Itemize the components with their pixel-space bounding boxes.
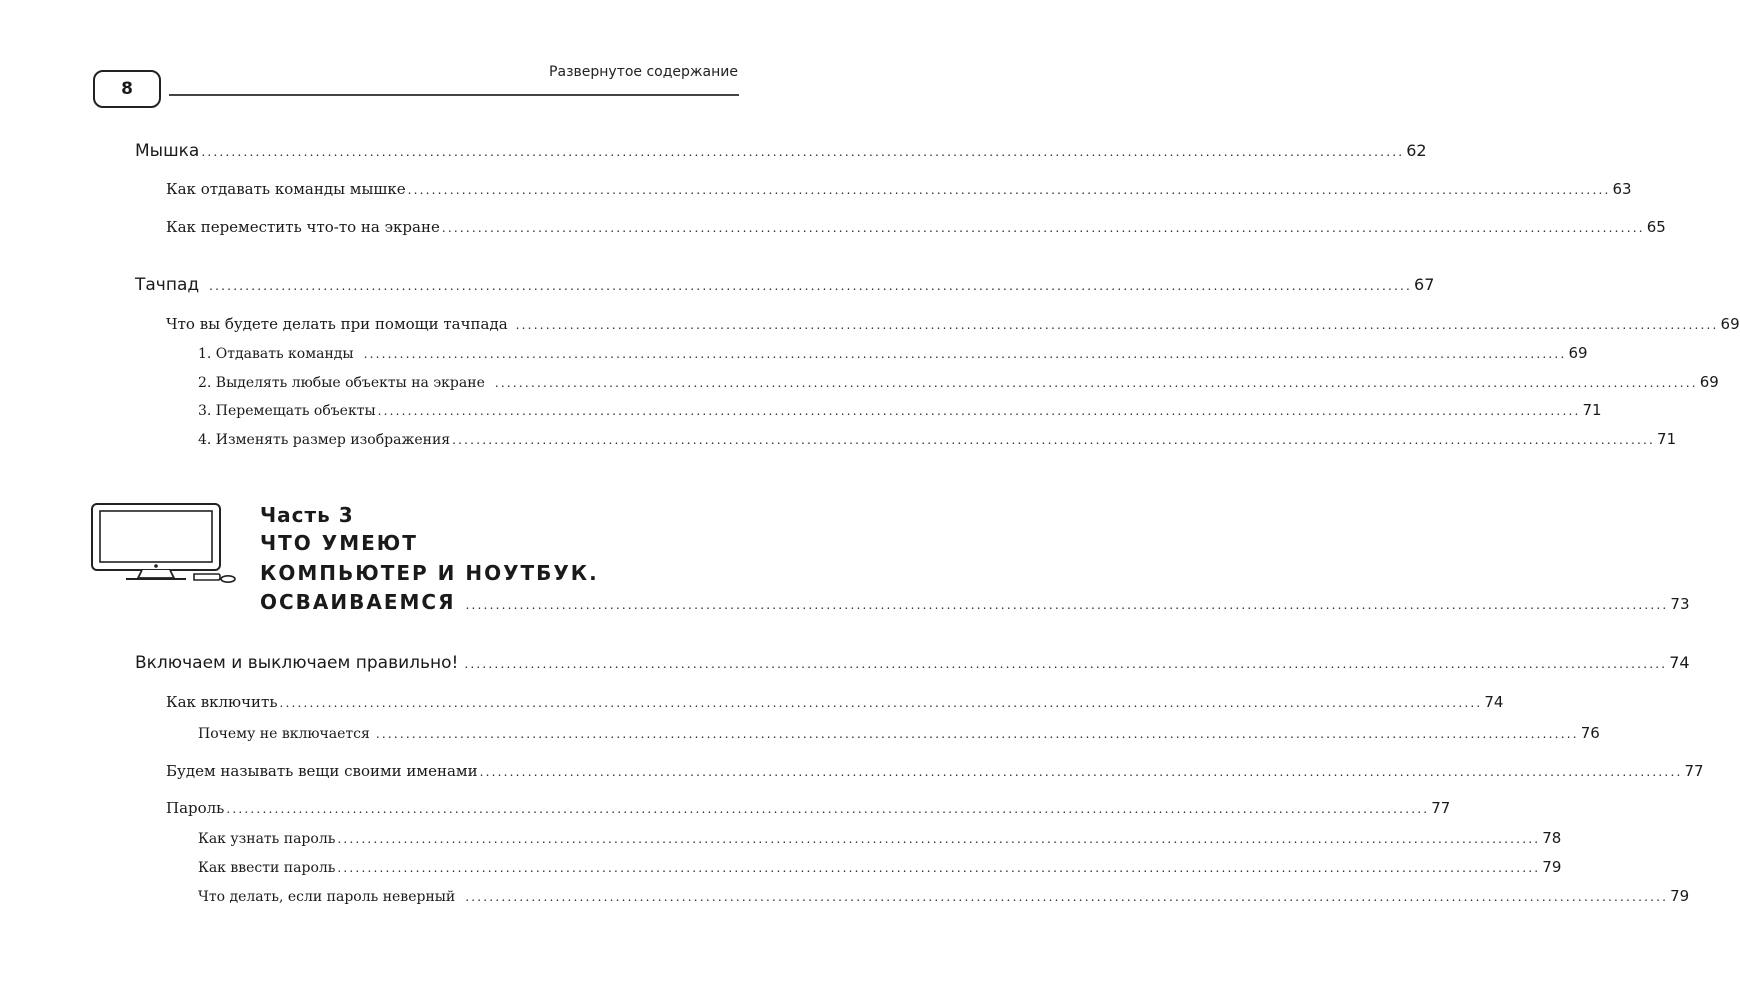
toc-entry[interactable]: [0, 373, 1719, 391]
toc-entry-page: 76: [1580, 724, 1600, 742]
dot-leader: ........................................................................................................................................................................................................: [465, 598, 1669, 612]
toc-entry[interactable]: [0, 762, 1704, 780]
toc-entry[interactable]: [0, 653, 1690, 673]
toc-entry-page: 65: [1646, 218, 1666, 236]
toc-entry-title: Пароль: [166, 799, 225, 817]
toc-entry-page: 74: [1484, 693, 1504, 711]
toc-entry-page: 73: [1670, 595, 1690, 613]
page-number: 8: [93, 70, 161, 108]
toc-entry-title: Будем называть вещи своими именами: [166, 762, 478, 780]
dot-leader: ........................................................................................................................................................................................................: [452, 433, 1656, 447]
dot-leader: ........................................................................................................................................................................................................: [375, 727, 1579, 741]
dot-leader: ........................................................................................................................................................................................................: [515, 318, 1719, 332]
section-title: Развернутое содержание: [549, 64, 738, 80]
toc-entry[interactable]: [0, 275, 1435, 295]
toc-entry-page: 74: [1669, 653, 1690, 672]
toc-entry[interactable]: [0, 401, 1602, 419]
toc-entry[interactable]: [0, 344, 1588, 362]
toc-entry-page: 67: [1414, 275, 1435, 294]
toc-entry-page: 63: [1612, 180, 1632, 198]
toc-entry-page: 69: [1568, 344, 1588, 362]
toc-entry-page: 79: [1542, 858, 1562, 876]
toc-entry-title: 3. Перемещать объекты: [198, 403, 376, 419]
toc-entry-title: Включаем и выключаем правильно!: [135, 653, 459, 673]
dot-leader: ........................................................................................................................................................................................................: [377, 404, 1581, 418]
toc-entry-page: 77: [1431, 799, 1451, 817]
dot-leader: ........................................................................................................................................................................................................: [279, 696, 1483, 710]
dot-leader: ........................................................................................................................................................................................................: [226, 802, 1430, 816]
toc-entry-title: Как ввести пароль: [198, 860, 336, 876]
dot-leader: ........................................................................................................................................................................................................: [337, 832, 1541, 846]
toc-entry[interactable]: [0, 858, 1562, 876]
toc-entry-page: 62: [1406, 141, 1427, 160]
dot-leader: ........................................................................................................................................................................................................: [209, 279, 1413, 293]
dot-leader: ........................................................................................................................................................................................................: [337, 861, 1541, 875]
toc-entry-page: 77: [1684, 762, 1704, 780]
dot-leader: ........................................................................................................................................................................................................: [407, 183, 1611, 197]
dot-leader: ........................................................................................................................................................................................................: [363, 347, 1567, 361]
toc-entry-title: Что вы будете делать при помощи тачпада: [166, 315, 508, 333]
toc-entry[interactable]: [0, 218, 1666, 236]
toc-entry[interactable]: [0, 724, 1600, 742]
toc-entry-title: Как отдавать команды мышке: [166, 180, 406, 198]
part-title-line: ЧТО УМЕЮТ: [260, 531, 418, 555]
toc-entry[interactable]: [0, 887, 1690, 905]
toc-entry[interactable]: [0, 799, 1451, 817]
toc-entry[interactable]: [0, 141, 1427, 161]
toc-entry-page: 69: [1720, 315, 1740, 333]
part-title-line: ОСВАИВАЕМСЯ: [260, 590, 456, 614]
dot-leader: ........................................................................................................................................................................................................: [441, 221, 1645, 235]
toc-entry[interactable]: [0, 829, 1562, 847]
part-title-line: КОМПЬЮТЕР И НОУТБУК.: [260, 561, 599, 585]
toc-entry-title: 1. Отдавать команды: [198, 346, 354, 362]
toc-entry-title: Мышка: [135, 141, 200, 161]
computer-monitor-icon: [90, 502, 240, 588]
part-title-entry[interactable]: [260, 590, 1690, 614]
part-label: Часть 3: [260, 503, 354, 527]
dot-leader: ........................................................................................................................................................................................................: [464, 657, 1668, 671]
header-divider: [169, 94, 739, 96]
toc-entry-page: 71: [1582, 401, 1602, 419]
dot-leader: ........................................................................................................................................................................................................: [201, 145, 1405, 159]
toc-entry-page: 71: [1657, 430, 1677, 448]
toc-entry-title: Как включить: [166, 693, 278, 711]
toc-entry[interactable]: [0, 315, 1740, 333]
toc-entry-page: 69: [1699, 373, 1719, 391]
toc-entry-title: Что делать, если пароль неверный: [198, 889, 456, 905]
dot-leader: ........................................................................................................................................................................................................: [494, 376, 1698, 390]
toc-entry-title: Как переместить что-то на экране: [166, 218, 440, 236]
toc-entry-title: Почему не включается: [198, 726, 370, 742]
toc-entry-title: 4. Изменять размер изображения: [198, 432, 451, 448]
dot-leader: ........................................................................................................................................................................................................: [465, 890, 1669, 904]
dot-leader: ........................................................................................................................................................................................................: [479, 765, 1683, 779]
toc-entry-title: Как узнать пароль: [198, 831, 336, 847]
toc-entry-page: 78: [1542, 829, 1562, 847]
toc-entry-page: 79: [1670, 887, 1690, 905]
toc-entry[interactable]: [0, 180, 1632, 198]
toc-entry[interactable]: [0, 430, 1677, 448]
toc-entry-title: Тачпад: [135, 275, 200, 295]
toc-entry-title: 2. Выделять любые объекты на экране: [198, 375, 485, 391]
toc-entry[interactable]: [0, 693, 1504, 711]
